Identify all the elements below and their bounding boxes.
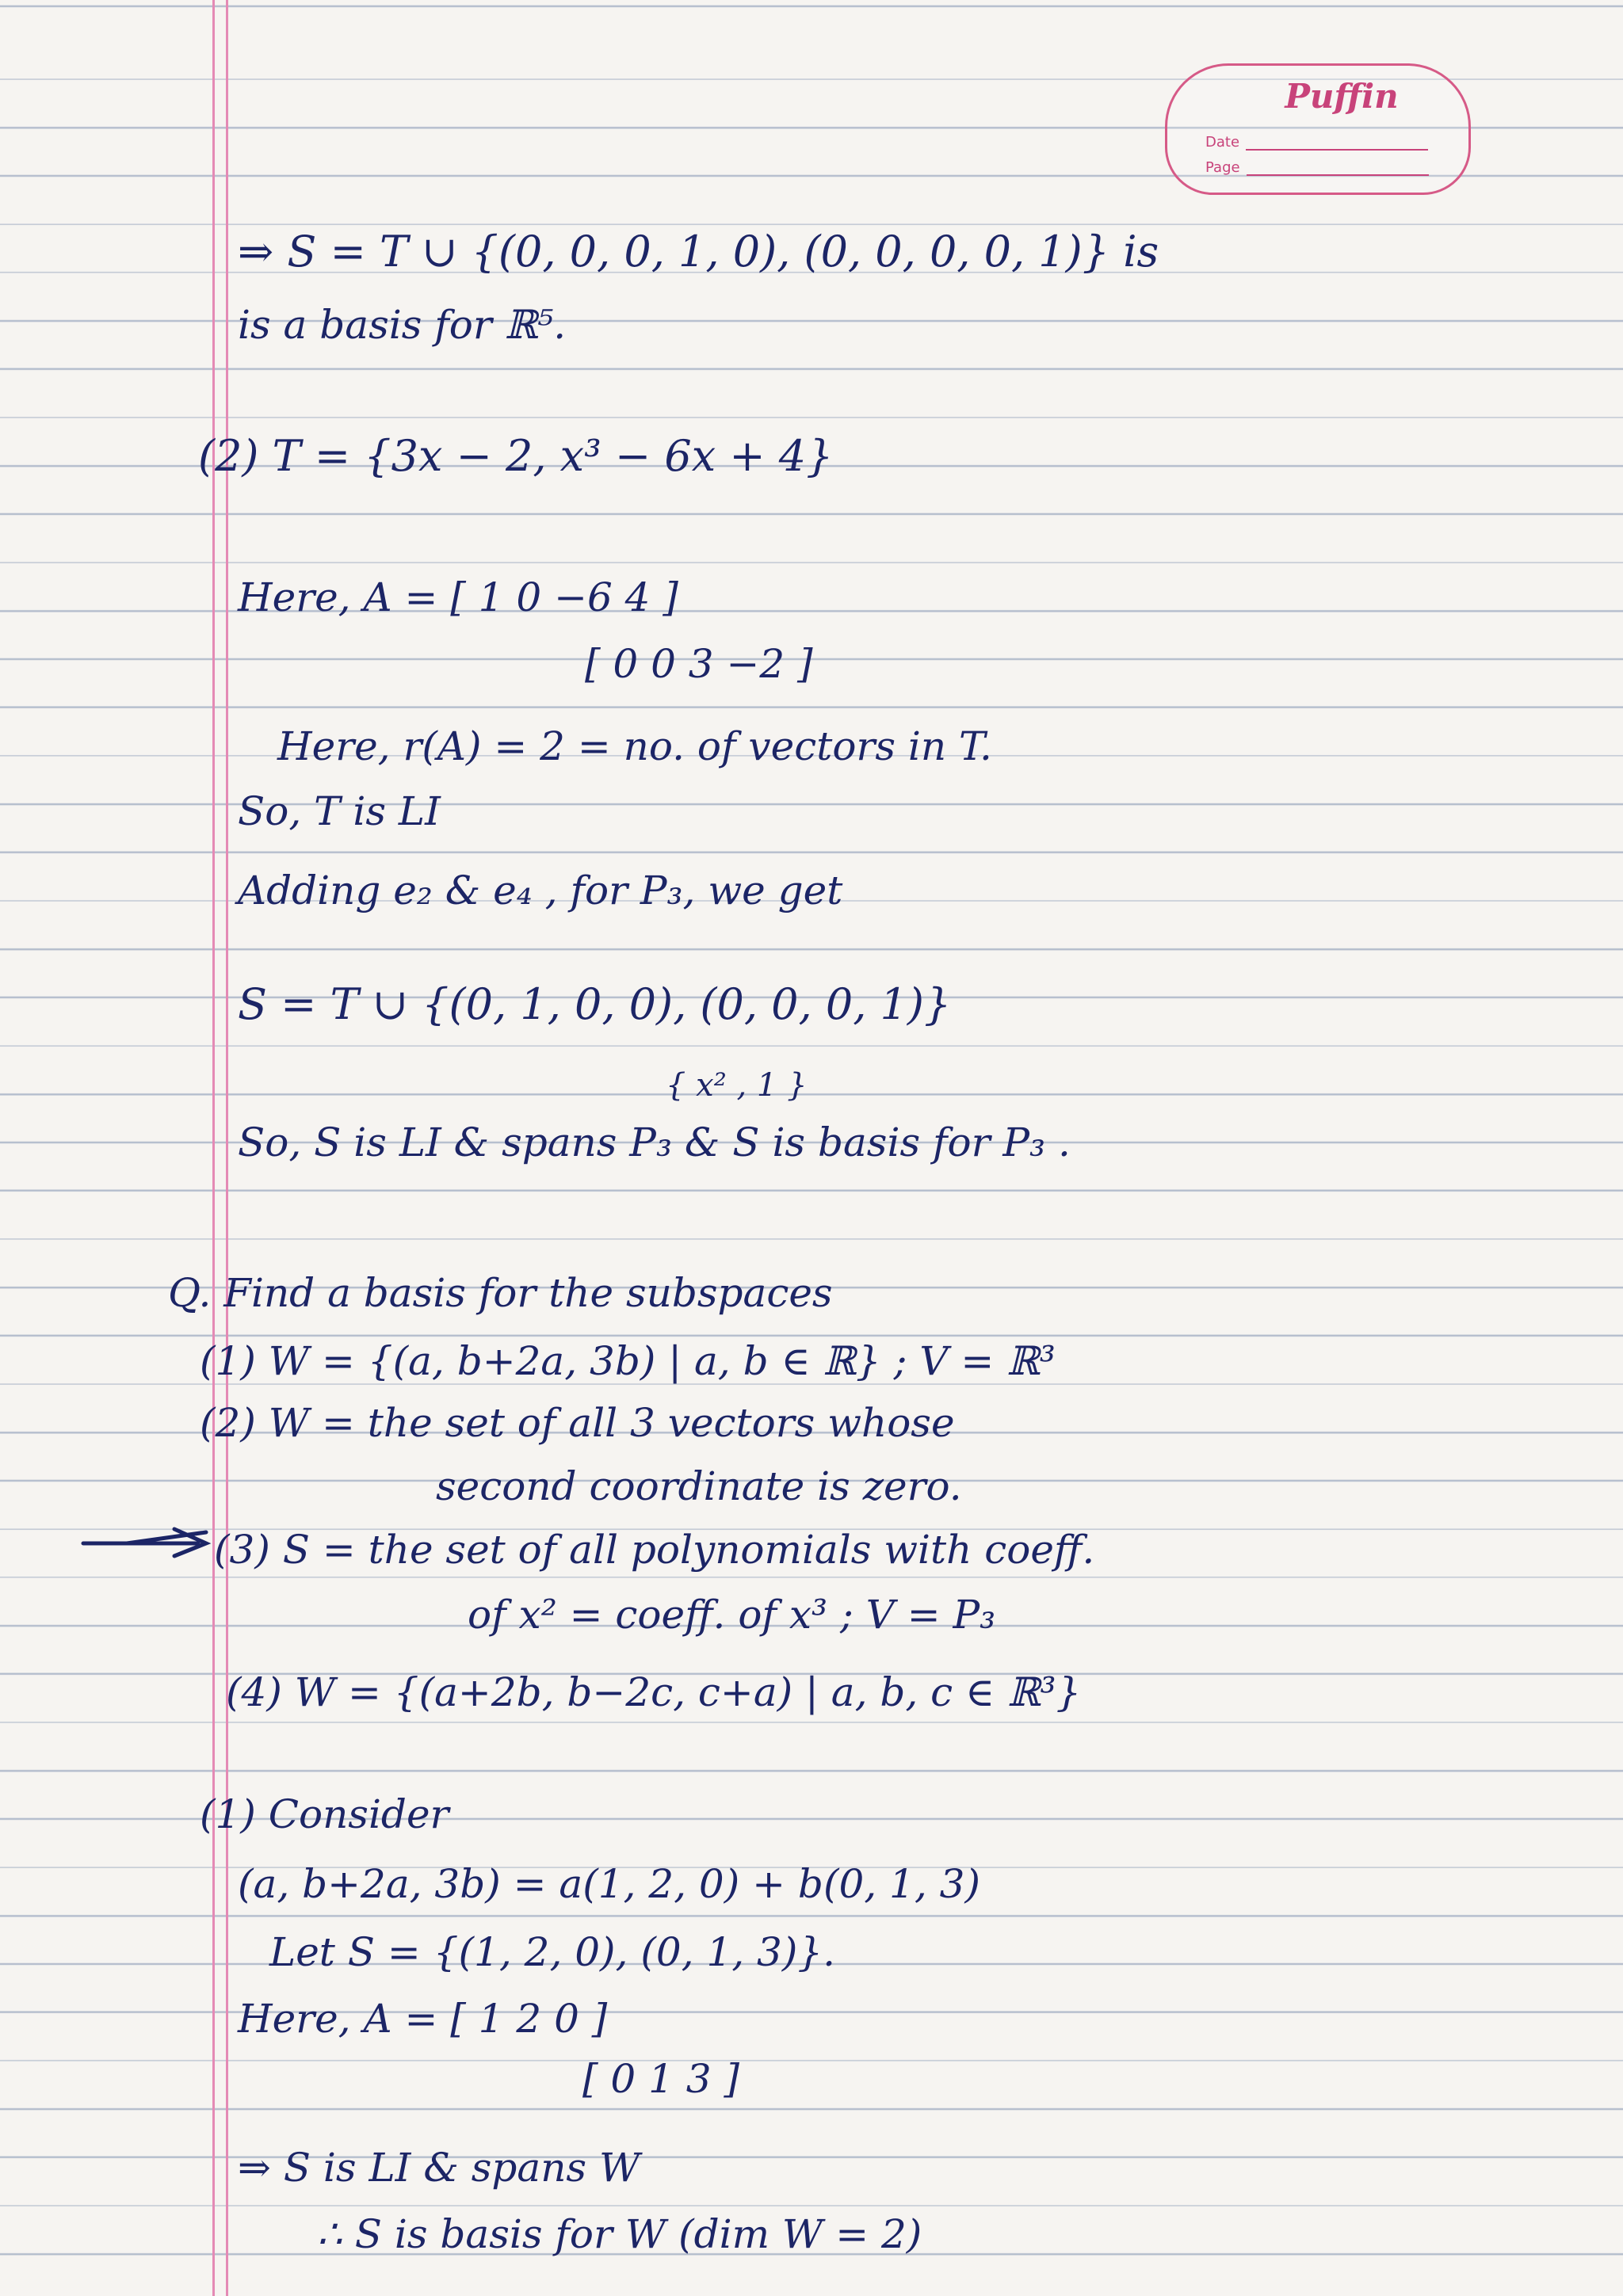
date-field (1205, 134, 1428, 151)
note-line: So, T is LI (238, 788, 441, 834)
page-field (1205, 159, 1429, 176)
note-line: { x² , 1 } (666, 1067, 808, 1104)
note-line: Here, A = [ 1 2 0 ] (238, 1996, 608, 2042)
page-label: Page (1205, 159, 1240, 176)
note-line: Let S = {(1, 2, 0), (0, 1, 3)}. (269, 1929, 836, 1975)
note-line: So, S is LI & spans P₃ & S is basis for P₃ . (238, 1119, 1071, 1165)
note-line: Adding e₂ & e₄ , for P₃, we get (238, 868, 843, 913)
note-line: (1) Consider (200, 1791, 449, 1837)
note-line: [ 0 1 3 ] (582, 2056, 740, 2102)
margin-line (212, 0, 215, 2296)
note-line: ⇒ S is LI & spans W (238, 2145, 640, 2191)
note-line: second coordinate is zero. (436, 1463, 962, 1509)
note-line: is a basis for ℝ⁵. (238, 302, 567, 348)
margin-line (226, 0, 228, 2296)
note-line: S = T ∪ {(0, 1, 0, 0), (0, 0, 0, 1)} (238, 979, 952, 1029)
note-line: (2) W = the set of all 3 vectors whose (200, 1400, 955, 1446)
date-label: Date (1205, 134, 1240, 151)
hand-arrow-icon (79, 1520, 222, 1559)
note-line: ⇒ S = T ∪ {(0, 0, 0, 1, 0), (0, 0, 0, 0, 1)} is (238, 227, 1159, 277)
note-line: Here, r(A) = 2 = no. of vectors in T. (277, 723, 992, 769)
note-line: (4) W = {(a+2b, b−2c, c+a) | a, b, c ∈ ℝ³} (226, 1669, 1082, 1715)
note-line: ∴ S is basis for W (dim W = 2) (317, 2211, 922, 2257)
note-line: (1) W = {(a, b+2a, 3b) | a, b ∈ ℝ} ; V = ℝ³ (200, 1338, 1056, 1384)
note-line: [ 0 0 3 −2 ] (585, 641, 813, 687)
notebook-brand-box (1165, 63, 1471, 195)
note-line: (2) T = {3x − 2, x³ − 6x + 4} (198, 431, 834, 481)
note-line: (3) S = the set of all polynomials with coeff. (214, 1527, 1095, 1573)
brand-name: Puffin (1285, 77, 1399, 116)
note-line: Here, A = [ 1 0 −6 4 ] (238, 574, 678, 620)
note-line: Q. Find a basis for the subspaces (168, 1270, 833, 1316)
note-line: of x² = coeff. of x³ ; V = P₃ (468, 1592, 996, 1638)
note-line: (a, b+2a, 3b) = a(1, 2, 0) + b(0, 1, 3) (238, 1861, 980, 1907)
